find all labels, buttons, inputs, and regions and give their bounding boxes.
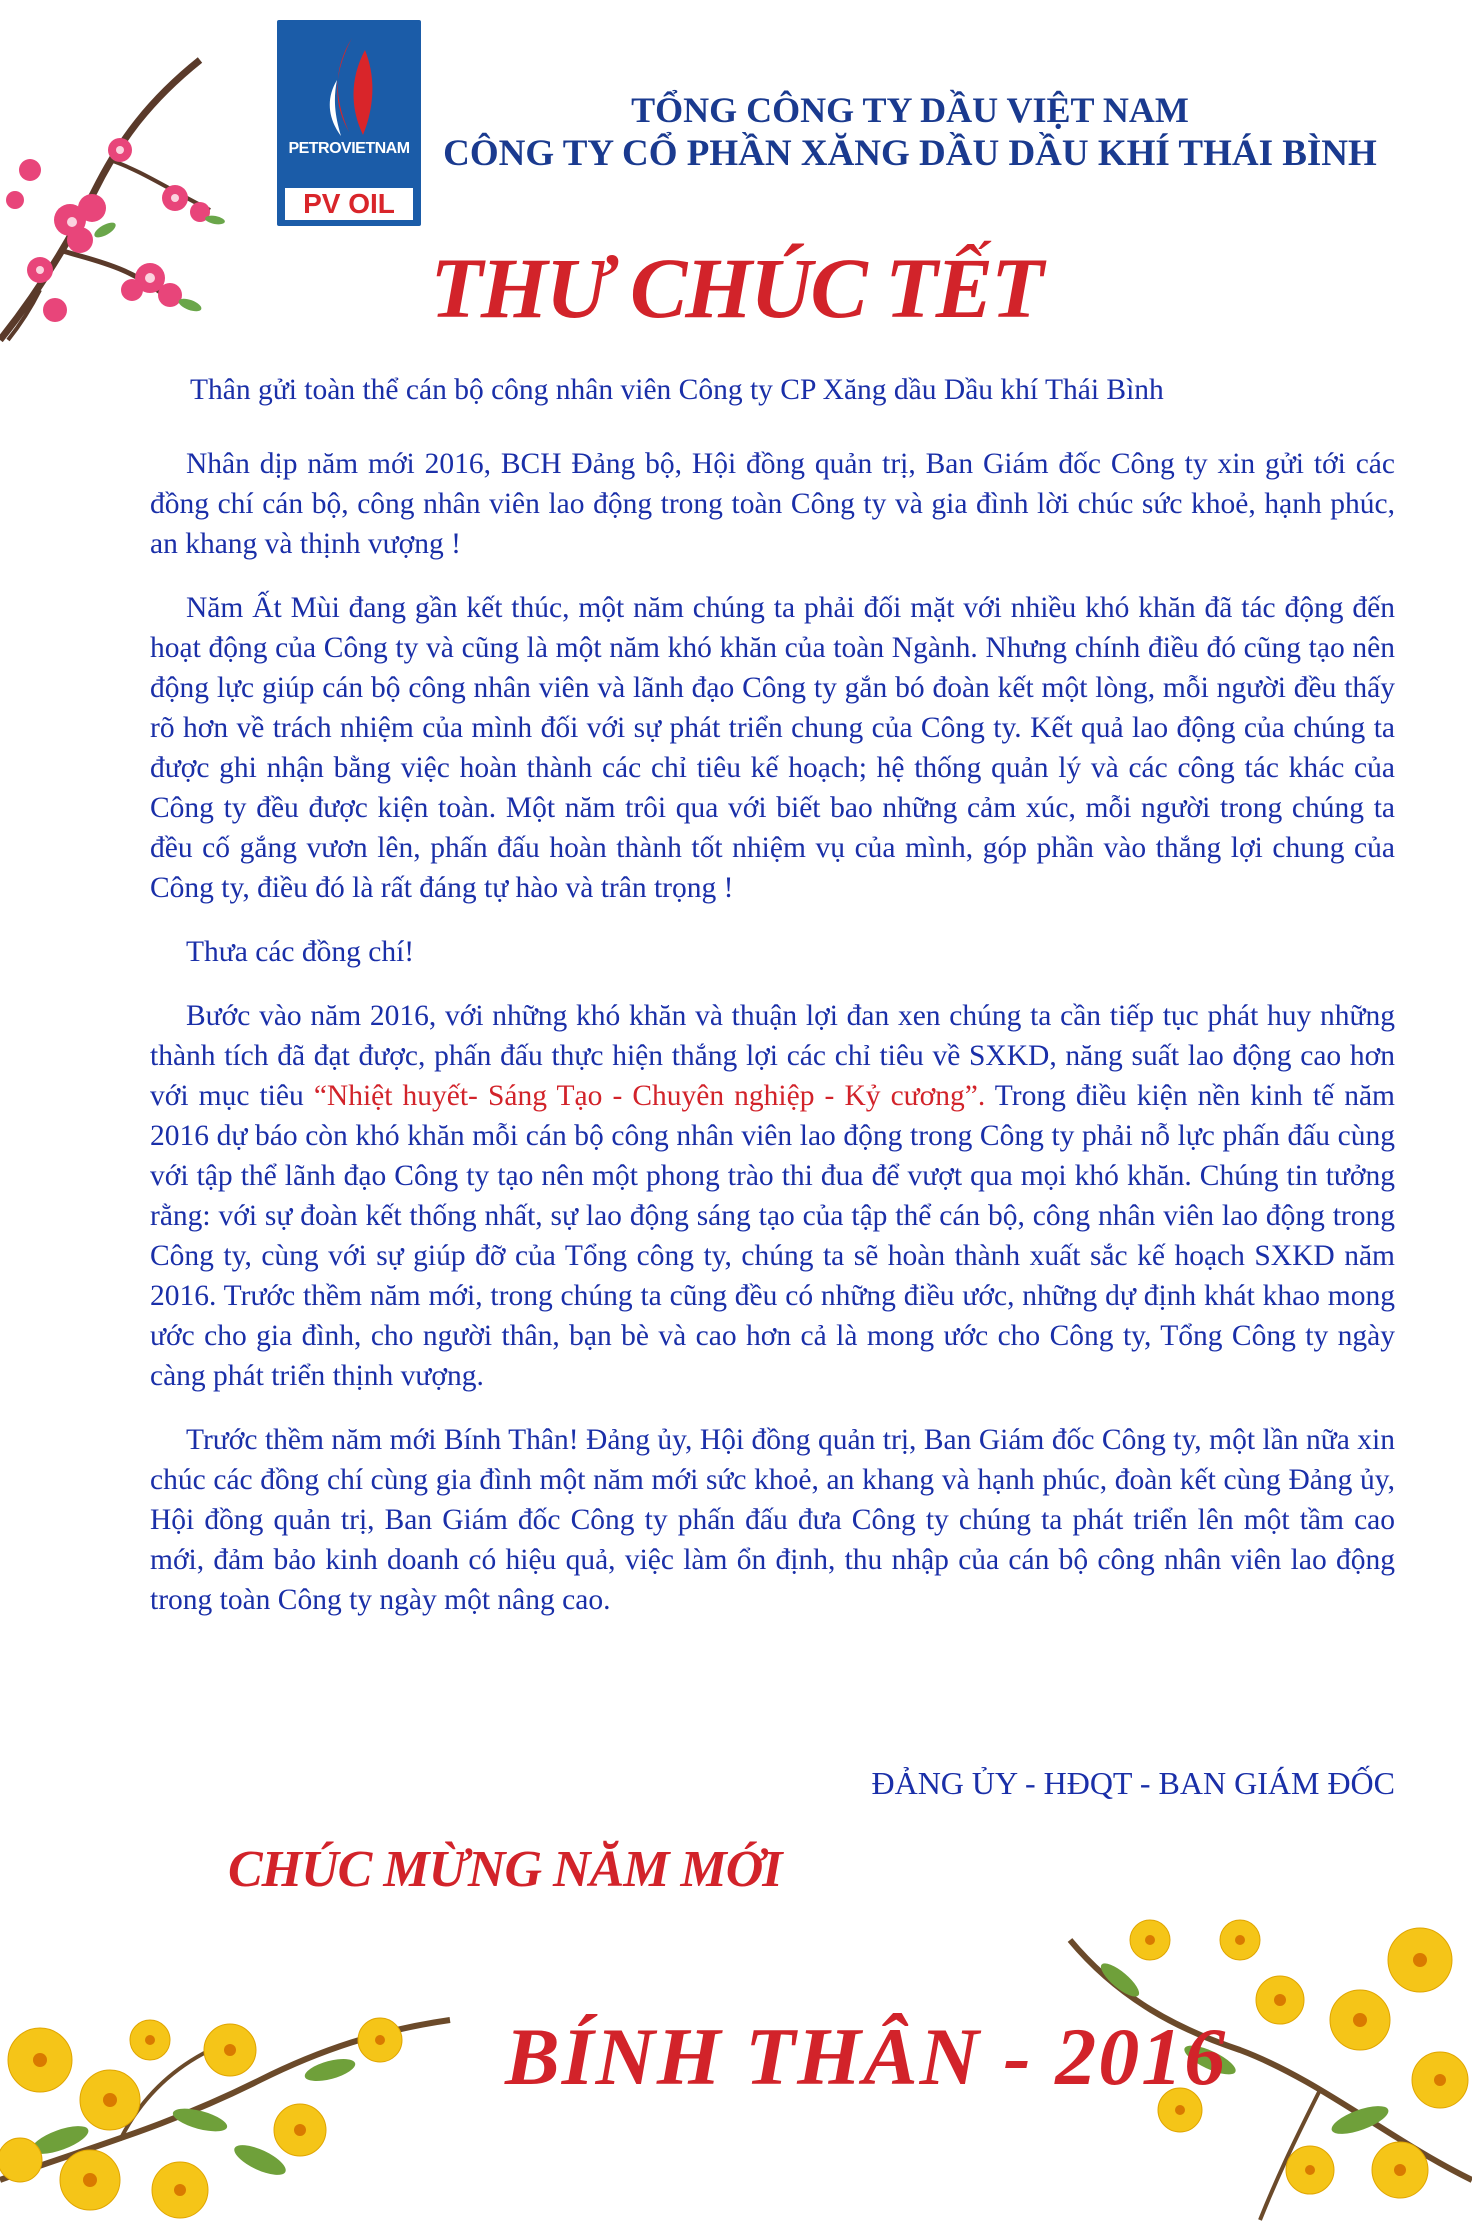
letter-paragraph-4 [150, 996, 1395, 1396]
letter-paragraph-3: Thưa các đồng chí! [186, 936, 415, 968]
paragraph-4-rest: Trong điều kiện nền kinh tế năm 2016 dự báo còn khó khăn mỗi cán bộ công nhân viên lao động trong Công ty phải nỗ lực phấn đấu cùng với tập thể lãnh đạo Công ty tạo nên một phong trào thi đua để vượt qua mọi khó khăn. Chúng tin tưởng rằng: với sự đoàn kết thống nhất, sự lao động sáng tạo của tập thể cán bộ, công nhân viên lao động trong Công ty, cùng với sự giúp đỡ của Tổng công ty, chúng ta sẽ hoàn thành xuất sắc kế hoạch SXKD năm 2016. Trước thềm năm mới, trong chúng ta cũng đều có những điều ước, những dự định khát khao mong ước cho gia đình, cho người thân, bạn bè và cao hơn cả là mong ước cho Công ty, Tổng Công ty ngày càng phát triển thịnh vượng. [150, 1080, 1395, 1392]
letter-signature: ĐẢNG ỦY - HĐQT - BAN GIÁM ĐỐC [871, 1765, 1395, 1801]
letter-greeting: Thân gửi toàn thể cán bộ công nhân viên Công ty CP Xăng dầu Dầu khí Thái Bình [190, 374, 1164, 406]
company-header [430, 88, 1390, 176]
company-motto: “Nhiệt huyết- Sáng Tạo - Chuyên nghiệp - Kỷ cương”. [313, 1080, 986, 1112]
company-name: CÔNG TY CỔ PHẦN XĂNG DẦU DẦU KHÍ THÁI BÌNH [443, 133, 1377, 174]
paragraph-4-intro: Bước vào năm 2016, với những khó khăn và thuận lợi đan xen chúng ta cần tiếp tục phát huy những thành tích đã đạt được, phấn đấu thực hiện thắng lợi các chỉ tiêu về SXKD, năng suất lao động cao hơn với mục tiêu [150, 1000, 1395, 1112]
happy-new-year-text: CHÚC MỪNG NĂM MỚI [228, 1841, 782, 1898]
logo-brand-top: PETROVIETNAM [288, 140, 410, 157]
pv-oil-logo [277, 20, 421, 226]
apricot-blossom-icon [0, 1930, 460, 2222]
letter-body [150, 370, 1395, 1644]
letter-title: THƯ CHÚC TẾT [430, 240, 1042, 336]
logo-brand-main: PV OIL [285, 188, 413, 220]
year-text: BÍNH THÂN - 2016 [505, 2011, 1228, 2102]
parent-company-name: TỔNG CÔNG TY DẦU VIỆT NAM [631, 90, 1189, 130]
letter-paragraph-1: Nhân dịp năm mới 2016, BCH Đảng bộ, Hội đồng quản trị, Ban Giám đốc Công ty xin gửi tới các đồng chí cán bộ, công nhân viên lao động trong toàn Công ty và gia đình lời chúc sức khoẻ, hạnh phúc, an khang và thịnh vượng ! [150, 448, 1395, 560]
letter-paragraph-5: Trước thềm năm mới Bính Thân! Đảng ủy, Hội đồng quản trị, Ban Giám đốc Công ty, một lần nữa xin chúc các đồng chí cùng gia đình một năm mới sức khoẻ, an khang và hạnh phúc, đoàn kết cùng Đảng ủy, Hội đồng quản trị, Ban Giám đốc Công ty phấn đấu đưa Công ty chúng ta phát triển lên một tầm cao mới, đảm bảo kinh doanh có hiệu quả, việc làm ổn định, thu nhập của cán bộ công nhân viên lao động trong toàn Công ty ngày một nâng cao. [150, 1424, 1395, 1616]
letter-paragraph-2: Năm Ất Mùi đang gần kết thúc, một năm chúng ta phải đối mặt với nhiều khó khăn đã tác động đến hoạt động của Công ty và cũng là một năm khó khăn của toàn Ngành. Nhưng chính điều đó cũng tạo nên động lực giúp cán bộ công nhân viên và lãnh đạo Công ty gắn bó đoàn kết một lòng, mỗi người đều thấy rõ hơn về trách nhiệm của mình đối với sự phát triển chung của Công ty. Kết quả lao động của chúng ta được ghi nhận bằng việc hoàn thành các chỉ tiêu kế hoạch; hệ thống quản lý và các công tác khác của Công ty đều được kiện toàn. Một năm trôi qua với biết bao những cảm xúc, mỗi người trong chúng ta đều cố gắng vươn lên, phấn đấu hoàn thành tốt nhiệm vụ của mình, góp phần vào thắng lợi chung của Công ty, điều đó là rất đáng tự hào và trân trọng ! [150, 592, 1395, 904]
